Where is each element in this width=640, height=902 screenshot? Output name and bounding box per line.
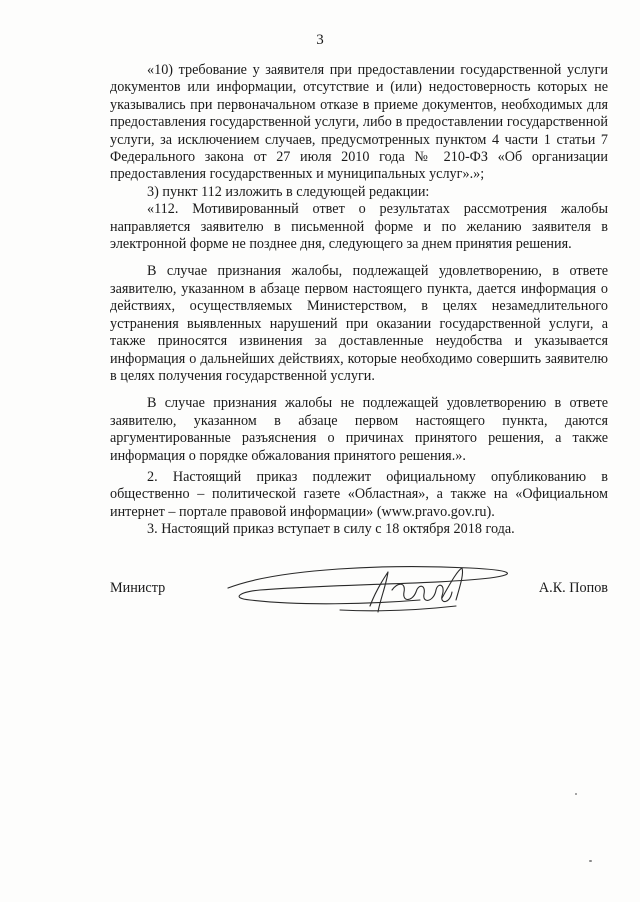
signer-name: А.К. Попов <box>538 580 608 596</box>
paragraph-complaint-rejected: В случае признания жалобы не подлежащей удовлетворению в ответе заявителю, указанном в абзаце первом настоящего пункта, даются аргументированные разъяснения о причинах принятого решения, а также информация о порядке обжалования принятого решения.». <box>110 395 608 464</box>
paragraph-effective-date: 3. Настоящий приказ вступает в силу с 18 октября 2018 года. <box>147 521 515 538</box>
handwritten-signature <box>220 560 530 620</box>
document-body <box>110 62 608 539</box>
scan-speck <box>575 793 577 795</box>
scan-speck <box>589 860 592 862</box>
paragraph-item-10: «10) требование у заявителя при предоставлении государственной услуги документов или информации, отсутствие и (или) недостоверность которых не указывались при первоначальном отказе в приеме документов, необходимых для предоставления государственной услуги, либо в предоставлении государственной услуги, за исключением случаев, предусмотренных пунктом 4 части 1 статьи 7 Федерального закона от 27 июля 2010 года № 210-ФЗ «Об организации предоставления государственных и муниципальных услуг».»; <box>110 62 608 183</box>
page-number: 3 <box>316 32 324 48</box>
paragraph-point-3: 3) пункт 112 изложить в следующей редакции: <box>147 183 430 200</box>
paragraph-publication: 2. Настоящий приказ подлежит официальному опубликованию в общественно – политической газете «Областная», а также на «Официальном интернет – портале правовой информации» (www.pravo.gov.ru). <box>110 468 608 520</box>
paragraph-complaint-satisfied: В случае признания жалобы, подлежащей удовлетворению, в ответе заявителю, указанном в абзаце первом настоящего пункта, дается информация о действиях, осуществляемых Министерством, в целях незамедлительного устранения выявленных нарушений при оказании государственной услуги, а также приносятся извинения за доставленные неудобства и указывается информация о дальнейших действиях, которые необходимо совершить заявителю в целях получения государственной услуги. <box>110 263 608 384</box>
signer-title: Министр <box>110 580 166 596</box>
paragraph-point-112: «112. Мотивированный ответ о результатах рассмотрения жалобы направляется заявителю в письменной форме и по желанию заявителя в электронной форме не позднее дня, следующего за днем принятия решения. <box>110 201 608 253</box>
